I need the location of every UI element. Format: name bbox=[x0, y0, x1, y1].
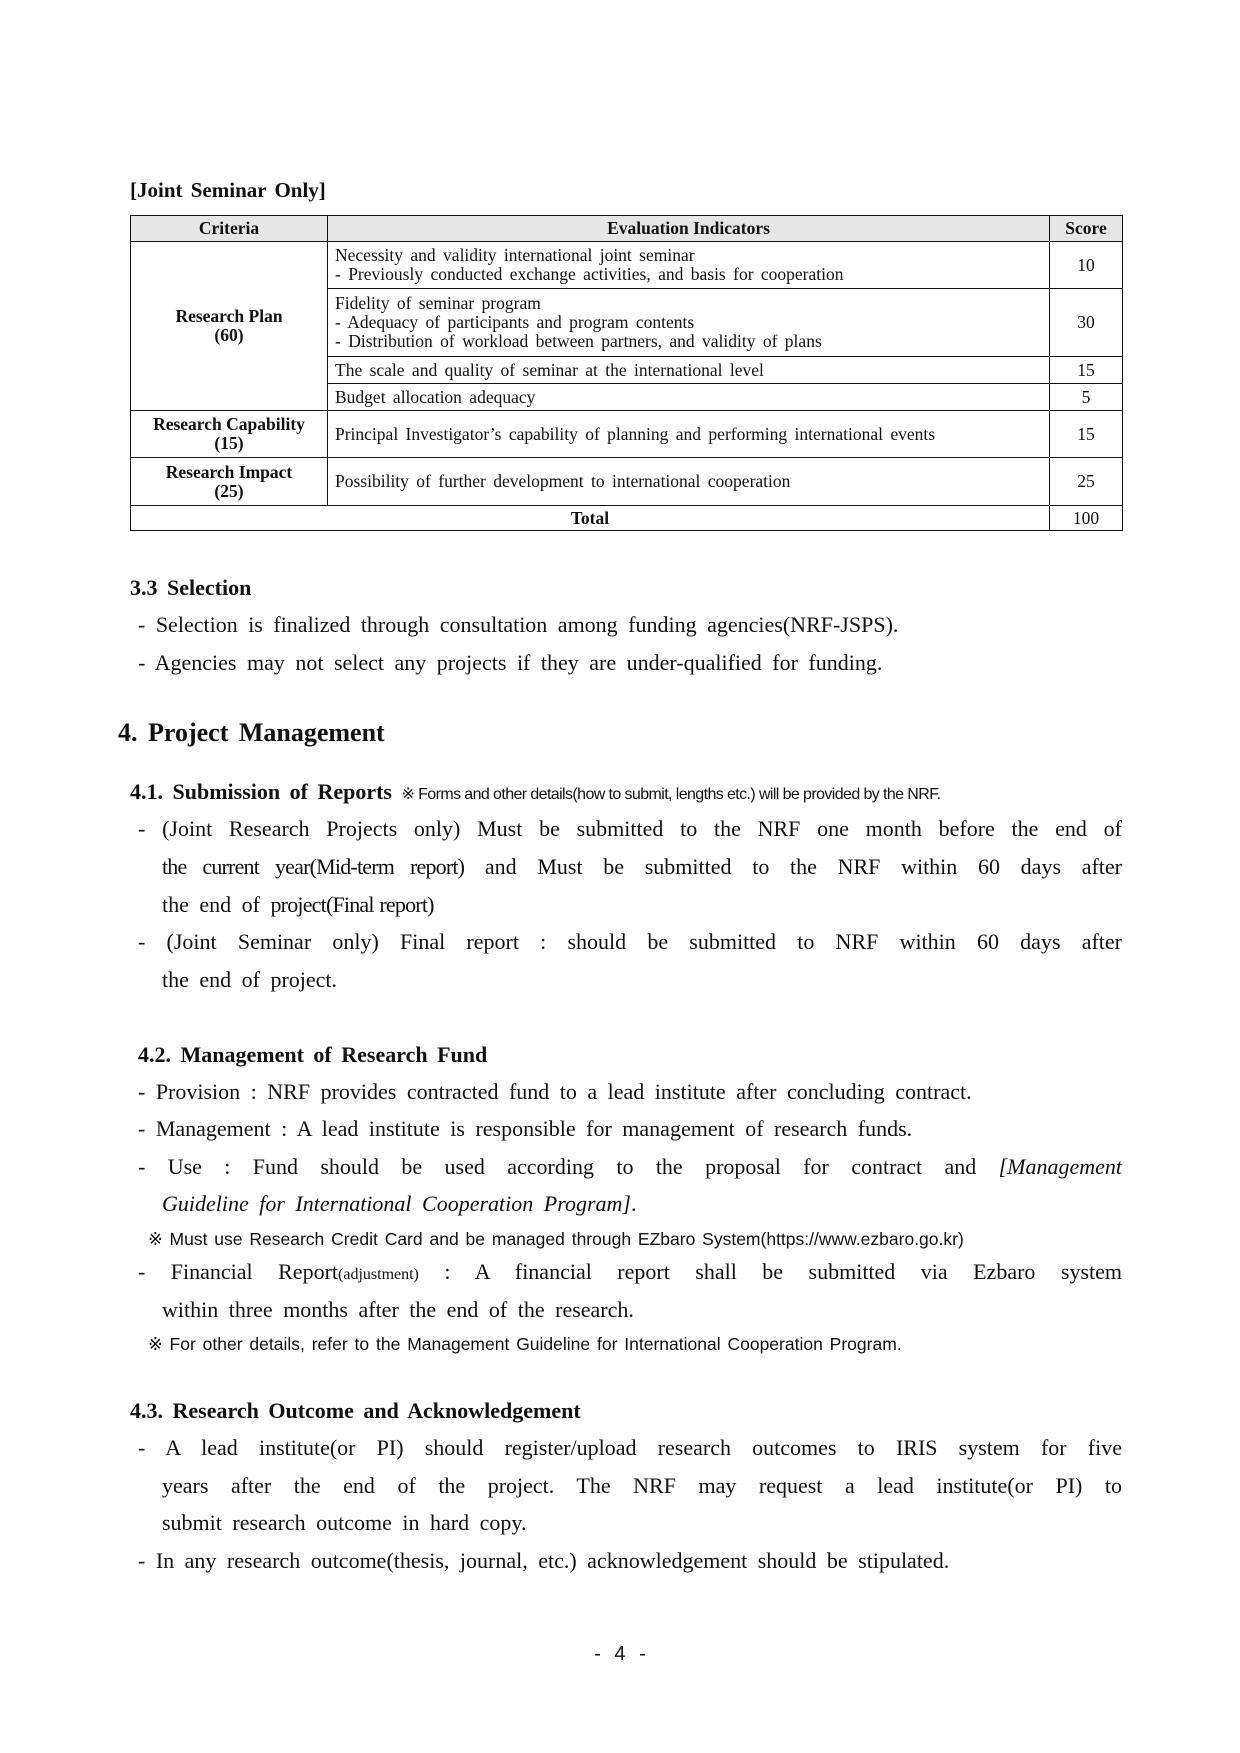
criteria-label: Research Capability bbox=[153, 414, 305, 434]
indicator-line: - Distribution of workload between partners, and validity of plans bbox=[335, 331, 822, 351]
criteria-points: (25) bbox=[214, 480, 244, 501]
outcome-bullet-acknowledgement: - In any research outcome(thesis, journal, etc.) acknowledgement should be stipulated. bbox=[138, 1548, 950, 1573]
reports-bullet-line bbox=[162, 854, 1122, 880]
bullet-line bbox=[138, 1154, 1122, 1180]
total-label: Total bbox=[131, 506, 1050, 531]
criteria-points: (60) bbox=[214, 325, 244, 345]
reports-bullet-joint-seminar bbox=[138, 929, 1122, 955]
fund-provision: - Provision : NRF provides contracted fund to a lead institute after concluding contract. bbox=[138, 1079, 972, 1104]
other-details-note: ※ For other details, refer to the Management Guideline for International Cooperation Program. bbox=[148, 1334, 902, 1354]
score-cell: 10 bbox=[1050, 242, 1123, 289]
bullet-text: and Must be submitted to the NRF within 60 days after bbox=[464, 854, 1122, 879]
final-report-text: project(Final report) bbox=[270, 892, 434, 917]
table-row bbox=[131, 411, 1123, 458]
guideline-italic: Guideline for International Cooperation Program] bbox=[162, 1191, 631, 1216]
evaluation-table bbox=[130, 215, 1123, 531]
criteria-label: Research Impact bbox=[165, 461, 293, 482]
table-row bbox=[131, 458, 1123, 506]
total-score: 100 bbox=[1050, 506, 1123, 531]
indicator-line: Necessity and validity international joint seminar bbox=[335, 245, 695, 265]
joint-seminar-title: [Joint Seminar Only] bbox=[130, 178, 326, 202]
criteria-points: (15) bbox=[214, 433, 244, 453]
indicator-cell: The scale and quality of seminar at the international level bbox=[328, 357, 1050, 384]
adjustment-text: (adjustment) bbox=[338, 1266, 419, 1283]
header-score: Score bbox=[1050, 216, 1123, 242]
subsection-heading-fund: 4.2. Management of Research Fund bbox=[138, 1042, 488, 1067]
bullet-line: - (Joint Seminar only) Final report : should be submitted to NRF within 60 days after bbox=[138, 929, 1122, 954]
criteria-research-capability bbox=[131, 411, 328, 458]
reports-bullet-line bbox=[162, 892, 434, 918]
selection-bullet: - Selection is finalized through consultation among funding agencies(NRF-JSPS). bbox=[138, 612, 899, 637]
indicator-cell: Possibility of further development to international cooperation bbox=[328, 458, 1050, 506]
fund-use-line2 bbox=[162, 1191, 636, 1217]
score-cell: 5 bbox=[1050, 384, 1123, 411]
indicator-cell bbox=[328, 242, 1050, 289]
guideline-italic: [Management bbox=[998, 1154, 1122, 1179]
header-indicators: Evaluation Indicators bbox=[328, 216, 1050, 242]
score-cell: 30 bbox=[1050, 289, 1123, 357]
credit-card-note: ※ Must use Research Credit Card and be managed through EZbaro System(https://www.ezbaro.go.kr) bbox=[148, 1229, 964, 1249]
criteria-research-plan bbox=[131, 242, 328, 411]
reports-bullet-line: the end of project. bbox=[162, 967, 338, 992]
bullet-text: - Use : Fund should be used according to the proposal for contract and bbox=[138, 1154, 977, 1179]
fund-use bbox=[138, 1154, 1122, 1180]
criteria-research-impact bbox=[131, 458, 328, 506]
score-cell: 15 bbox=[1050, 357, 1123, 384]
table-row bbox=[131, 242, 1123, 289]
outcome-bullet bbox=[138, 1435, 1122, 1461]
bullet-text: the end of bbox=[162, 892, 271, 917]
section-heading-project-management: 4. Project Management bbox=[118, 718, 385, 747]
bullet-line bbox=[162, 854, 1122, 880]
subsection-heading-outcome: 4.3. Research Outcome and Acknowledgement bbox=[130, 1398, 581, 1423]
indicator-cell bbox=[328, 289, 1050, 357]
indicator-cell: Budget allocation adequacy bbox=[328, 384, 1050, 411]
table-total-row bbox=[131, 506, 1123, 531]
outcome-bullet-line bbox=[162, 1473, 1122, 1499]
indicator-line: - Previously conducted exchange activities, and basis for cooperation bbox=[335, 264, 844, 284]
header-criteria: Criteria bbox=[131, 216, 328, 242]
selection-bullet: - Agencies may not select any projects if they are under-qualified for funding. bbox=[138, 650, 883, 675]
page-number: - 4 - bbox=[594, 1643, 646, 1665]
bullet-line: - (Joint Research Projects only) Must be submitted to the NRF one month before the end of bbox=[138, 816, 1122, 841]
bullet-text: - Financial Report bbox=[138, 1259, 339, 1284]
reports-bullet-joint-research bbox=[138, 816, 1122, 842]
fund-management: - Management : A lead institute is responsible for management of research funds. bbox=[138, 1116, 913, 1141]
score-cell: 25 bbox=[1050, 458, 1123, 506]
table-header-row bbox=[131, 216, 1123, 242]
fund-financial-report bbox=[138, 1259, 1122, 1285]
reports-note: ※ Forms and other details(how to submit, lengths etc.) will be provided by the NRF. bbox=[401, 786, 941, 803]
fund-financial-report-line2: within three months after the end of the research. bbox=[162, 1297, 634, 1322]
period: . bbox=[630, 1191, 637, 1216]
bullet-line bbox=[138, 1259, 1122, 1285]
reports-heading-text: 4.1. Submission of Reports bbox=[130, 779, 392, 804]
indicator-line: Fidelity of seminar program bbox=[335, 293, 541, 313]
indicator-line: - Adequacy of participants and program contents bbox=[335, 312, 695, 332]
bullet-text: : A financial report shall be submitted via Ezbaro system bbox=[418, 1259, 1122, 1284]
indicator-cell: Principal Investigator’s capability of planning and performing international events bbox=[328, 411, 1050, 458]
outcome-bullet-line: submit research outcome in hard copy. bbox=[162, 1510, 527, 1535]
mid-term-text: the current year(Mid-term report) bbox=[162, 854, 465, 879]
subsection-heading-reports bbox=[130, 779, 940, 805]
bullet-line: - A lead institute(or PI) should register/upload research outcomes to IRIS system for five bbox=[138, 1435, 1122, 1460]
bullet-line: years after the end of the project. The NRF may request a lead institute(or PI) to bbox=[162, 1473, 1122, 1498]
criteria-label: Research Plan bbox=[175, 306, 283, 326]
section-heading-selection: 3.3 Selection bbox=[130, 575, 252, 600]
score-cell: 15 bbox=[1050, 411, 1123, 458]
